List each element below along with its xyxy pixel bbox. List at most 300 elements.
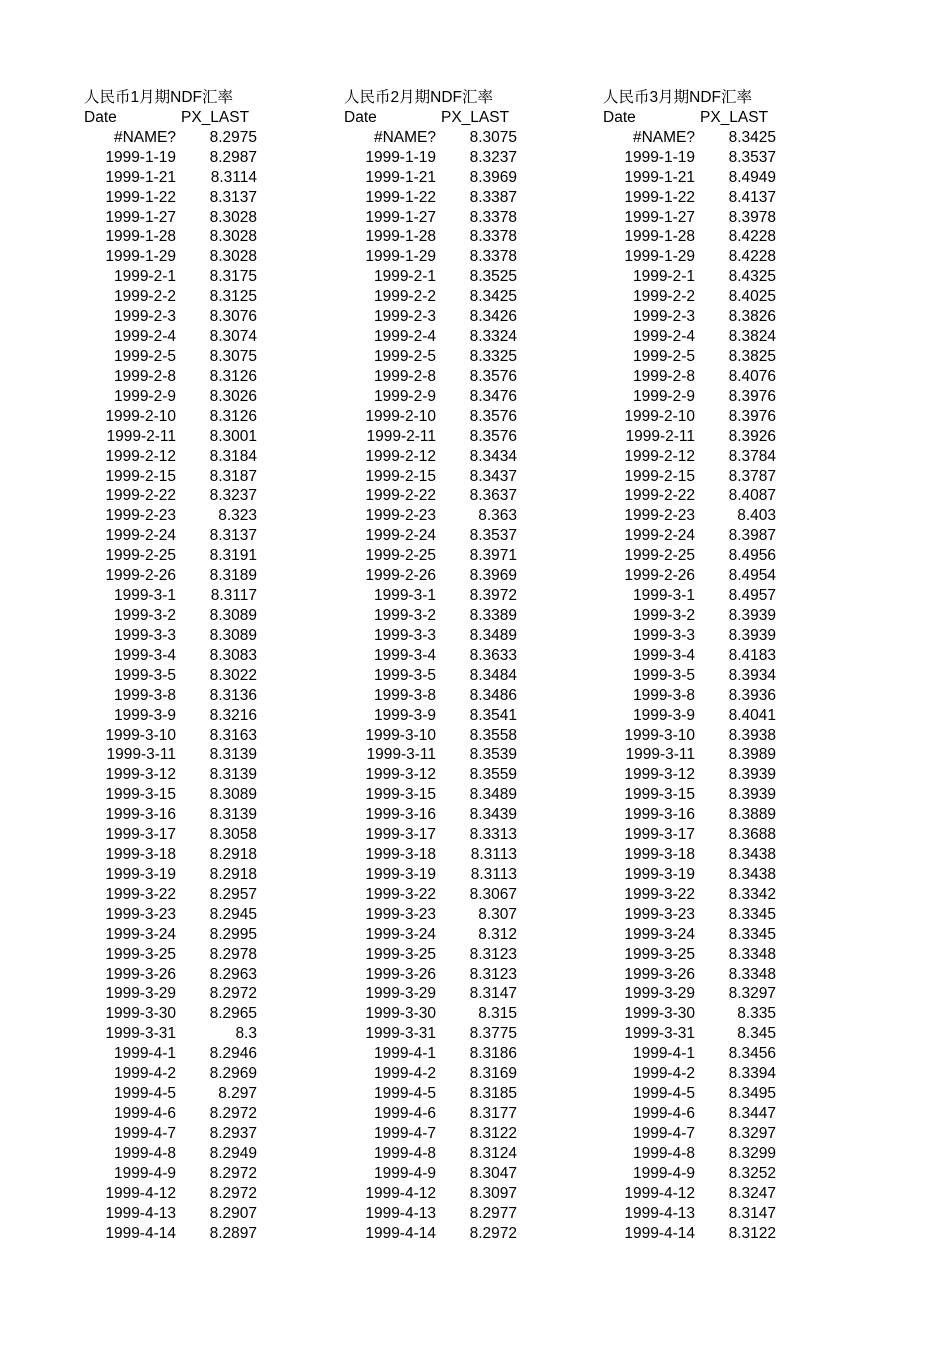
date-cell: 1999-3-19 — [365, 865, 436, 883]
table-row — [344, 168, 524, 188]
px-last-cell: 8.3971 — [469, 547, 517, 565]
px-last-cell: 8.3147 — [728, 1204, 776, 1222]
px-last-cell: 8.3216 — [209, 706, 257, 724]
px-last-cell: 8.3089 — [209, 626, 257, 644]
table-row — [603, 526, 783, 546]
date-cell: 1999-3-22 — [365, 885, 436, 903]
date-cell: 1999-3-2 — [632, 606, 695, 624]
table-title: 人民币1月期NDF汇率 — [84, 89, 233, 106]
table-row — [84, 427, 264, 447]
px-last-cell: 8.3345 — [728, 905, 776, 923]
date-cell: 1999-4-14 — [365, 1224, 436, 1242]
px-last-cell: 8.3083 — [209, 646, 257, 664]
table-row — [84, 486, 264, 506]
date-cell: 1999-2-4 — [113, 328, 176, 346]
table-row — [84, 666, 264, 686]
table-row — [603, 586, 783, 606]
px-last-cell: 8.2949 — [209, 1144, 257, 1162]
px-last-cell: 8.3237 — [209, 487, 257, 505]
date-cell: 1999-3-30 — [365, 1005, 436, 1023]
px-last-cell: 8.2987 — [209, 148, 257, 166]
table-row — [84, 148, 264, 168]
date-cell: 1999-3-15 — [365, 786, 436, 804]
date-cell: 1999-2-12 — [365, 447, 436, 465]
px-last-cell: 8.2945 — [209, 905, 257, 923]
date-cell: 1999-3-31 — [365, 1025, 436, 1043]
date-cell: 1999-2-2 — [373, 288, 436, 306]
table-row — [344, 486, 524, 506]
date-cell: 1999-2-5 — [632, 347, 695, 365]
date-cell: 1999-2-15 — [624, 467, 695, 485]
date-cell: 1999-3-15 — [624, 786, 695, 804]
px-last-cell: 8.3185 — [469, 1085, 517, 1103]
table-row — [344, 686, 524, 706]
date-cell: 1999-2-9 — [373, 387, 436, 405]
table-row — [84, 367, 264, 387]
date-cell: 1999-1-21 — [105, 168, 176, 186]
px-last-cell: 8.2995 — [209, 925, 257, 943]
px-last-cell: 8.3539 — [469, 746, 517, 764]
table-row — [84, 407, 264, 427]
table-row — [603, 506, 783, 526]
date-cell: 1999-4-1 — [632, 1045, 695, 1063]
date-cell: #NAME? — [113, 128, 176, 146]
date-cell: 1999-4-12 — [365, 1184, 436, 1202]
table-block-3-month — [603, 88, 783, 1243]
table-row — [84, 467, 264, 487]
table-row — [603, 208, 783, 228]
date-cell: 1999-3-16 — [365, 806, 436, 824]
date-cell: 1999-3-9 — [113, 706, 176, 724]
table-row — [344, 287, 524, 307]
date-cell: 1999-1-27 — [624, 208, 695, 226]
px-last-cell: 8.297 — [218, 1085, 257, 1103]
table-row — [603, 347, 783, 367]
px-last-cell: 8.3939 — [728, 606, 776, 624]
table-title-row — [344, 88, 524, 108]
px-last-cell: 8.3348 — [728, 965, 776, 983]
table-row — [84, 1124, 264, 1144]
table-row — [603, 1204, 783, 1224]
table-row — [84, 307, 264, 327]
px-last-cell: 8.2965 — [209, 1005, 257, 1023]
date-cell: 1999-4-5 — [373, 1085, 436, 1103]
date-cell: 1999-3-1 — [373, 587, 436, 605]
px-last-cell: 8.2972 — [209, 1164, 257, 1182]
table-row — [344, 407, 524, 427]
date-cell: 1999-3-4 — [632, 646, 695, 664]
table-row — [603, 984, 783, 1004]
date-cell: 1999-2-22 — [624, 487, 695, 505]
table-row — [84, 526, 264, 546]
px-last-cell: 8.3169 — [469, 1065, 517, 1083]
px-last-cell: 8.3825 — [728, 347, 776, 365]
date-cell: 1999-3-9 — [632, 706, 695, 724]
table-row — [344, 745, 524, 765]
date-cell: 1999-1-29 — [624, 248, 695, 266]
date-cell: 1999-3-11 — [366, 746, 436, 764]
date-cell: 1999-4-7 — [373, 1124, 436, 1142]
px-last-cell: 8.3113 — [470, 865, 517, 883]
px-last-cell: 8.3576 — [469, 427, 517, 445]
table-row — [603, 1084, 783, 1104]
date-cell: 1999-3-3 — [113, 626, 176, 644]
table-row — [344, 148, 524, 168]
date-cell: 1999-3-29 — [365, 985, 436, 1003]
date-cell: 1999-3-12 — [365, 766, 436, 784]
px-last-cell: 8.3067 — [469, 885, 517, 903]
date-cell: 1999-1-21 — [365, 168, 436, 186]
table-row — [603, 168, 783, 188]
px-last-cell: 8.3484 — [469, 666, 517, 684]
table-row — [603, 188, 783, 208]
px-last-cell: 8.3537 — [728, 148, 776, 166]
table-row — [603, 965, 783, 985]
table-row — [603, 865, 783, 885]
date-cell: 1999-4-7 — [632, 1124, 695, 1142]
px-last-cell: 8.3137 — [209, 527, 257, 545]
date-cell: 1999-3-29 — [624, 985, 695, 1003]
px-last-cell: 8.345 — [737, 1025, 776, 1043]
px-last-cell: 8.3939 — [728, 626, 776, 644]
date-cell: 1999-4-9 — [632, 1164, 695, 1182]
date-cell: 1999-3-31 — [105, 1025, 176, 1043]
date-cell: 1999-3-23 — [365, 905, 436, 923]
px-last-cell: 8.3074 — [209, 328, 257, 346]
table-row — [603, 845, 783, 865]
table-row — [603, 805, 783, 825]
table-row — [603, 566, 783, 586]
px-last-cell: 8.2946 — [209, 1045, 257, 1063]
px-last-cell: 8.363 — [478, 507, 517, 525]
date-cell: 1999-2-2 — [113, 288, 176, 306]
table-row — [603, 447, 783, 467]
px-last-cell: 8.3456 — [728, 1045, 776, 1063]
px-last-cell: 8.3438 — [728, 865, 776, 883]
table-row — [84, 1084, 264, 1104]
px-last-cell: 8.3028 — [209, 228, 257, 246]
date-cell: 1999-1-28 — [365, 228, 436, 246]
date-cell: 1999-2-12 — [624, 447, 695, 465]
px-last-cell: 8.4025 — [728, 288, 776, 306]
table-row — [344, 925, 524, 945]
table-row — [603, 1044, 783, 1064]
px-last-cell: 8.3378 — [469, 248, 517, 266]
px-last-cell: 8.3559 — [469, 766, 517, 784]
table-row — [84, 686, 264, 706]
table-row — [84, 566, 264, 586]
date-cell: 1999-2-11 — [625, 427, 695, 445]
px-last-cell: 8.3075 — [469, 128, 517, 146]
table-row — [344, 1004, 524, 1024]
table-row — [344, 267, 524, 287]
px-last-cell: 8.3437 — [469, 467, 517, 485]
column-header-row — [344, 108, 524, 128]
px-last-cell: 8.3525 — [469, 268, 517, 286]
date-cell: 1999-2-1 — [113, 268, 176, 286]
table-row — [344, 845, 524, 865]
px-last-cell: 8.2969 — [209, 1065, 257, 1083]
date-cell: 1999-3-24 — [624, 925, 695, 943]
px-last-cell: 8.3378 — [469, 228, 517, 246]
px-last-cell: 8.3137 — [209, 188, 257, 206]
date-cell: 1999-2-24 — [105, 527, 176, 545]
date-cell: 1999-2-15 — [105, 467, 176, 485]
table-row — [603, 148, 783, 168]
px-last-cell: 8.3387 — [469, 188, 517, 206]
table-row — [84, 845, 264, 865]
date-cell: 1999-4-5 — [113, 1085, 176, 1103]
date-cell: 1999-3-17 — [365, 826, 436, 844]
table-row — [603, 905, 783, 925]
table-row — [84, 447, 264, 467]
table-row — [84, 1184, 264, 1204]
date-cell: 1999-3-16 — [105, 806, 176, 824]
table-row — [84, 885, 264, 905]
table-row — [344, 905, 524, 925]
px-last-cell: 8.3313 — [469, 826, 517, 844]
date-cell: 1999-2-3 — [632, 308, 695, 326]
px-last-cell: 8.2918 — [209, 846, 257, 864]
px-last-cell: 8.3 — [235, 1025, 257, 1043]
table-row — [84, 945, 264, 965]
date-cell: 1999-3-29 — [105, 985, 176, 1003]
date-cell: 1999-1-22 — [624, 188, 695, 206]
table-row — [603, 486, 783, 506]
date-cell: 1999-3-8 — [373, 686, 436, 704]
px-last-cell: 8.3939 — [728, 766, 776, 784]
table-row — [84, 227, 264, 247]
table-row — [84, 1164, 264, 1184]
table-row — [344, 706, 524, 726]
date-cell: 1999-3-10 — [624, 726, 695, 744]
table-row — [603, 1104, 783, 1124]
table-row — [603, 885, 783, 905]
px-last-cell: 8.2907 — [209, 1204, 257, 1222]
px-last-cell: 8.2972 — [209, 1184, 257, 1202]
table-row — [603, 925, 783, 945]
px-last-cell: 8.4076 — [728, 367, 776, 385]
date-cell: 1999-2-10 — [365, 407, 436, 425]
table-row — [84, 626, 264, 646]
px-last-cell: 8.3688 — [728, 826, 776, 844]
table-row — [84, 865, 264, 885]
date-cell: 1999-3-5 — [632, 666, 695, 684]
table-row — [84, 726, 264, 746]
px-last-cell: 8.3089 — [209, 786, 257, 804]
table-row — [344, 307, 524, 327]
table-row — [344, 367, 524, 387]
table-row — [84, 925, 264, 945]
date-cell: 1999-4-5 — [632, 1085, 695, 1103]
date-cell: 1999-1-22 — [105, 188, 176, 206]
px-last-cell: 8.3447 — [728, 1105, 776, 1123]
date-cell: 1999-4-14 — [105, 1224, 176, 1242]
px-last-column-header: PX_LAST — [441, 108, 510, 126]
table-row — [84, 706, 264, 726]
table-row — [84, 825, 264, 845]
date-cell: 1999-3-10 — [105, 726, 176, 744]
table-row — [344, 208, 524, 228]
date-cell: 1999-3-5 — [113, 666, 176, 684]
px-last-cell: 8.3297 — [728, 985, 776, 1003]
date-cell: 1999-3-23 — [105, 905, 176, 923]
px-last-cell: 8.3348 — [728, 945, 776, 963]
table-row — [84, 1144, 264, 1164]
date-cell: 1999-4-8 — [373, 1144, 436, 1162]
date-cell: 1999-1-19 — [105, 148, 176, 166]
table-row — [84, 646, 264, 666]
date-cell: 1999-3-2 — [373, 606, 436, 624]
date-cell: 1999-4-8 — [113, 1144, 176, 1162]
date-cell: 1999-3-16 — [624, 806, 695, 824]
px-last-cell: 8.3026 — [209, 387, 257, 405]
date-cell: 1999-1-22 — [365, 188, 436, 206]
date-cell: 1999-4-2 — [373, 1065, 436, 1083]
date-cell: 1999-1-19 — [624, 148, 695, 166]
px-last-column-header: PX_LAST — [181, 108, 250, 126]
table-row — [84, 387, 264, 407]
table-row — [603, 785, 783, 805]
px-last-cell: 8.3189 — [209, 567, 257, 585]
px-last-cell: 8.3075 — [209, 347, 257, 365]
table-row — [603, 287, 783, 307]
table-row — [84, 168, 264, 188]
px-last-cell: 8.403 — [737, 507, 776, 525]
table-row — [344, 427, 524, 447]
date-cell: 1999-3-18 — [365, 846, 436, 864]
table-row — [344, 726, 524, 746]
date-cell: 1999-4-2 — [113, 1065, 176, 1083]
date-cell: 1999-2-1 — [632, 268, 695, 286]
table-row — [344, 984, 524, 1004]
date-cell: 1999-2-9 — [632, 387, 695, 405]
date-cell: 1999-4-9 — [373, 1164, 436, 1182]
date-cell: 1999-4-6 — [113, 1105, 176, 1123]
px-last-cell: 8.3489 — [469, 786, 517, 804]
table-row — [344, 1224, 524, 1244]
table-row — [603, 467, 783, 487]
date-column-header: Date — [84, 108, 117, 126]
px-last-cell: 8.2963 — [209, 965, 257, 983]
table-row — [344, 188, 524, 208]
table-row — [603, 1144, 783, 1164]
px-last-cell: 8.3125 — [209, 288, 257, 306]
table-row — [84, 128, 264, 148]
px-last-cell: 8.3123 — [469, 945, 517, 963]
table-row — [84, 347, 264, 367]
px-last-cell: 8.3934 — [728, 666, 776, 684]
table-row — [84, 287, 264, 307]
date-cell: 1999-2-15 — [365, 467, 436, 485]
table-row — [84, 327, 264, 347]
date-cell: 1999-2-23 — [624, 507, 695, 525]
table-row — [603, 1164, 783, 1184]
table-row — [84, 1204, 264, 1224]
date-cell: 1999-2-2 — [632, 288, 695, 306]
table-row — [344, 825, 524, 845]
table-row — [84, 586, 264, 606]
table-row — [603, 726, 783, 746]
px-last-cell: 8.3434 — [469, 447, 517, 465]
table-row — [84, 965, 264, 985]
px-last-cell: 8.3297 — [728, 1124, 776, 1142]
table-row — [603, 227, 783, 247]
date-cell: 1999-3-26 — [624, 965, 695, 983]
table-row — [84, 267, 264, 287]
table-row — [344, 965, 524, 985]
px-last-cell: 8.3147 — [469, 985, 517, 1003]
px-last-cell: 8.3537 — [469, 527, 517, 545]
px-last-cell: 8.3175 — [209, 268, 257, 286]
date-cell: 1999-2-26 — [365, 567, 436, 585]
px-last-cell: 8.2972 — [469, 1224, 517, 1242]
date-cell: 1999-2-8 — [373, 367, 436, 385]
px-last-cell: 8.2918 — [209, 865, 257, 883]
table-row — [603, 427, 783, 447]
table-title-row — [84, 88, 264, 108]
table-row — [344, 805, 524, 825]
table-row — [603, 1024, 783, 1044]
px-last-cell: 8.2975 — [209, 128, 257, 146]
date-cell: 1999-2-9 — [113, 387, 176, 405]
date-cell: 1999-4-12 — [105, 1184, 176, 1202]
table-title: 人民币2月期NDF汇率 — [344, 89, 493, 106]
date-cell: 1999-3-12 — [105, 766, 176, 784]
date-cell: 1999-2-8 — [113, 367, 176, 385]
px-last-cell: 8.323 — [218, 507, 257, 525]
px-last-cell: 8.3969 — [469, 567, 517, 585]
date-cell: 1999-3-5 — [373, 666, 436, 684]
table-row — [344, 765, 524, 785]
px-last-cell: 8.3889 — [728, 806, 776, 824]
date-cell: 1999-1-29 — [365, 248, 436, 266]
table-title-row — [603, 88, 783, 108]
table-row — [84, 188, 264, 208]
px-last-cell: 8.3028 — [209, 248, 257, 266]
date-cell: 1999-2-10 — [624, 407, 695, 425]
date-cell: 1999-2-12 — [105, 447, 176, 465]
table-row — [603, 367, 783, 387]
table-row — [344, 1104, 524, 1124]
px-last-cell: 8.3122 — [469, 1124, 517, 1142]
date-cell: 1999-3-30 — [105, 1005, 176, 1023]
date-cell: 1999-4-2 — [632, 1065, 695, 1083]
date-cell: 1999-2-26 — [624, 567, 695, 585]
px-last-cell: 8.3126 — [209, 407, 257, 425]
date-cell: 1999-3-25 — [365, 945, 436, 963]
date-cell: 1999-4-13 — [365, 1204, 436, 1222]
date-cell: 1999-3-30 — [624, 1005, 695, 1023]
px-last-cell: 8.3186 — [469, 1045, 517, 1063]
date-cell: 1999-3-25 — [105, 945, 176, 963]
table-row — [603, 666, 783, 686]
px-last-cell: 8.3191 — [209, 547, 257, 565]
px-last-cell: 8.4041 — [728, 706, 776, 724]
px-last-cell: 8.3495 — [728, 1085, 776, 1103]
date-cell: #NAME? — [373, 128, 436, 146]
px-last-cell: 8.3126 — [209, 367, 257, 385]
date-cell: 1999-3-3 — [373, 626, 436, 644]
px-last-cell: 8.2937 — [209, 1124, 257, 1142]
table-row — [603, 646, 783, 666]
date-cell: 1999-2-4 — [632, 328, 695, 346]
table-row — [344, 506, 524, 526]
table-row — [603, 247, 783, 267]
table-row — [344, 128, 524, 148]
px-last-cell: 8.3633 — [469, 646, 517, 664]
table-row — [344, 526, 524, 546]
